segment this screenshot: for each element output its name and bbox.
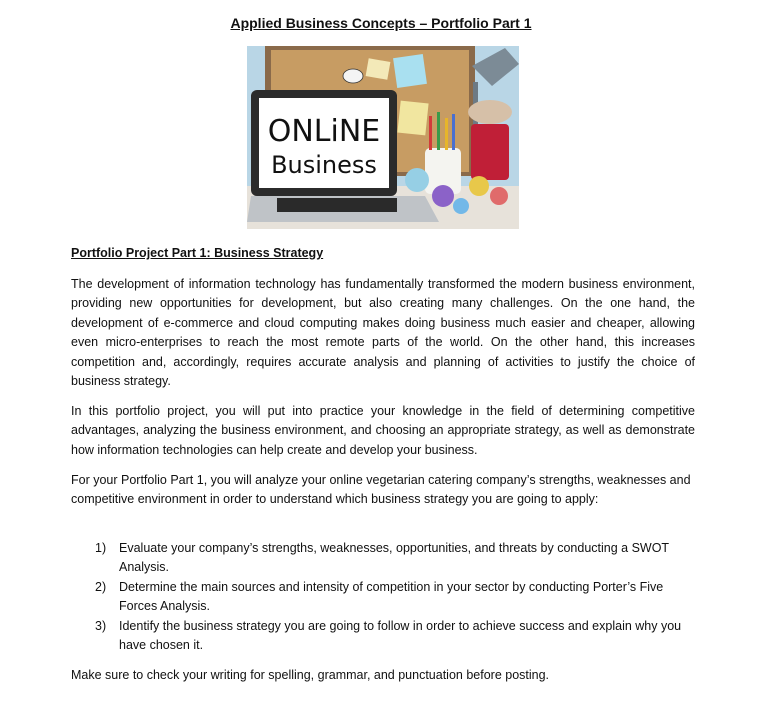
paragraph-assignment: For your Portfolio Part 1, you will analyze your online vegetarian catering company’s strengths, weaknesses and competitive environment in order to understand which business strategy you are going to apply: bbox=[71, 473, 691, 507]
task-item bbox=[71, 617, 695, 656]
task-number: 3) bbox=[95, 618, 107, 633]
section-heading: Portfolio Project Part 1: Business Strategy bbox=[71, 246, 324, 260]
task-item bbox=[71, 578, 695, 617]
task-item bbox=[71, 539, 695, 578]
task-list bbox=[71, 539, 695, 655]
paragraph-closing: Make sure to check your writing for spelling, grammar, and punctuation before posting. bbox=[71, 668, 550, 682]
task-text: Identify the business strategy you are going to follow in order to achieve success and explain why you have chosen it. bbox=[119, 618, 682, 653]
online-business-illustration bbox=[247, 46, 519, 229]
task-text: Evaluate your company’s strengths, weaknesses, opportunities, and threats by conducting a SWOT Analysis. bbox=[119, 541, 669, 575]
task-number: 1) bbox=[95, 541, 107, 555]
screen-text-line2: Business bbox=[271, 151, 377, 179]
task-number: 2) bbox=[95, 579, 107, 594]
paragraph-intro: The development of information technology has fundamentally transformed the modern business environment, providing new opportunities for development, but also creating many challenges. On the one hand, the development of e-commerce and cloud computing makes doing business much easier and cheaper, allowing even micro-enterprises to reach the most remote parts of the world. On the other hand, this increases competition and, accordingly, requires accurate analysis and planning of activities to justify the choice of business strategy. bbox=[71, 277, 695, 389]
paragraph-project: In this portfolio project, you will put into practice your knowledge in the field of determining competitive advantages, analyzing the business environment, and choosing an appropriate strategy, as well as demonstrate how information technologies can help create and develop your business. bbox=[71, 404, 695, 457]
document-title: Applied Business Concepts – Portfolio Part 1 bbox=[230, 15, 532, 31]
task-text: Determine the main sources and intensity of competition in your sector by conducting Porter’s Five Forces Analysis. bbox=[119, 579, 664, 614]
screen-text-line1: ONLiNE bbox=[267, 114, 381, 149]
